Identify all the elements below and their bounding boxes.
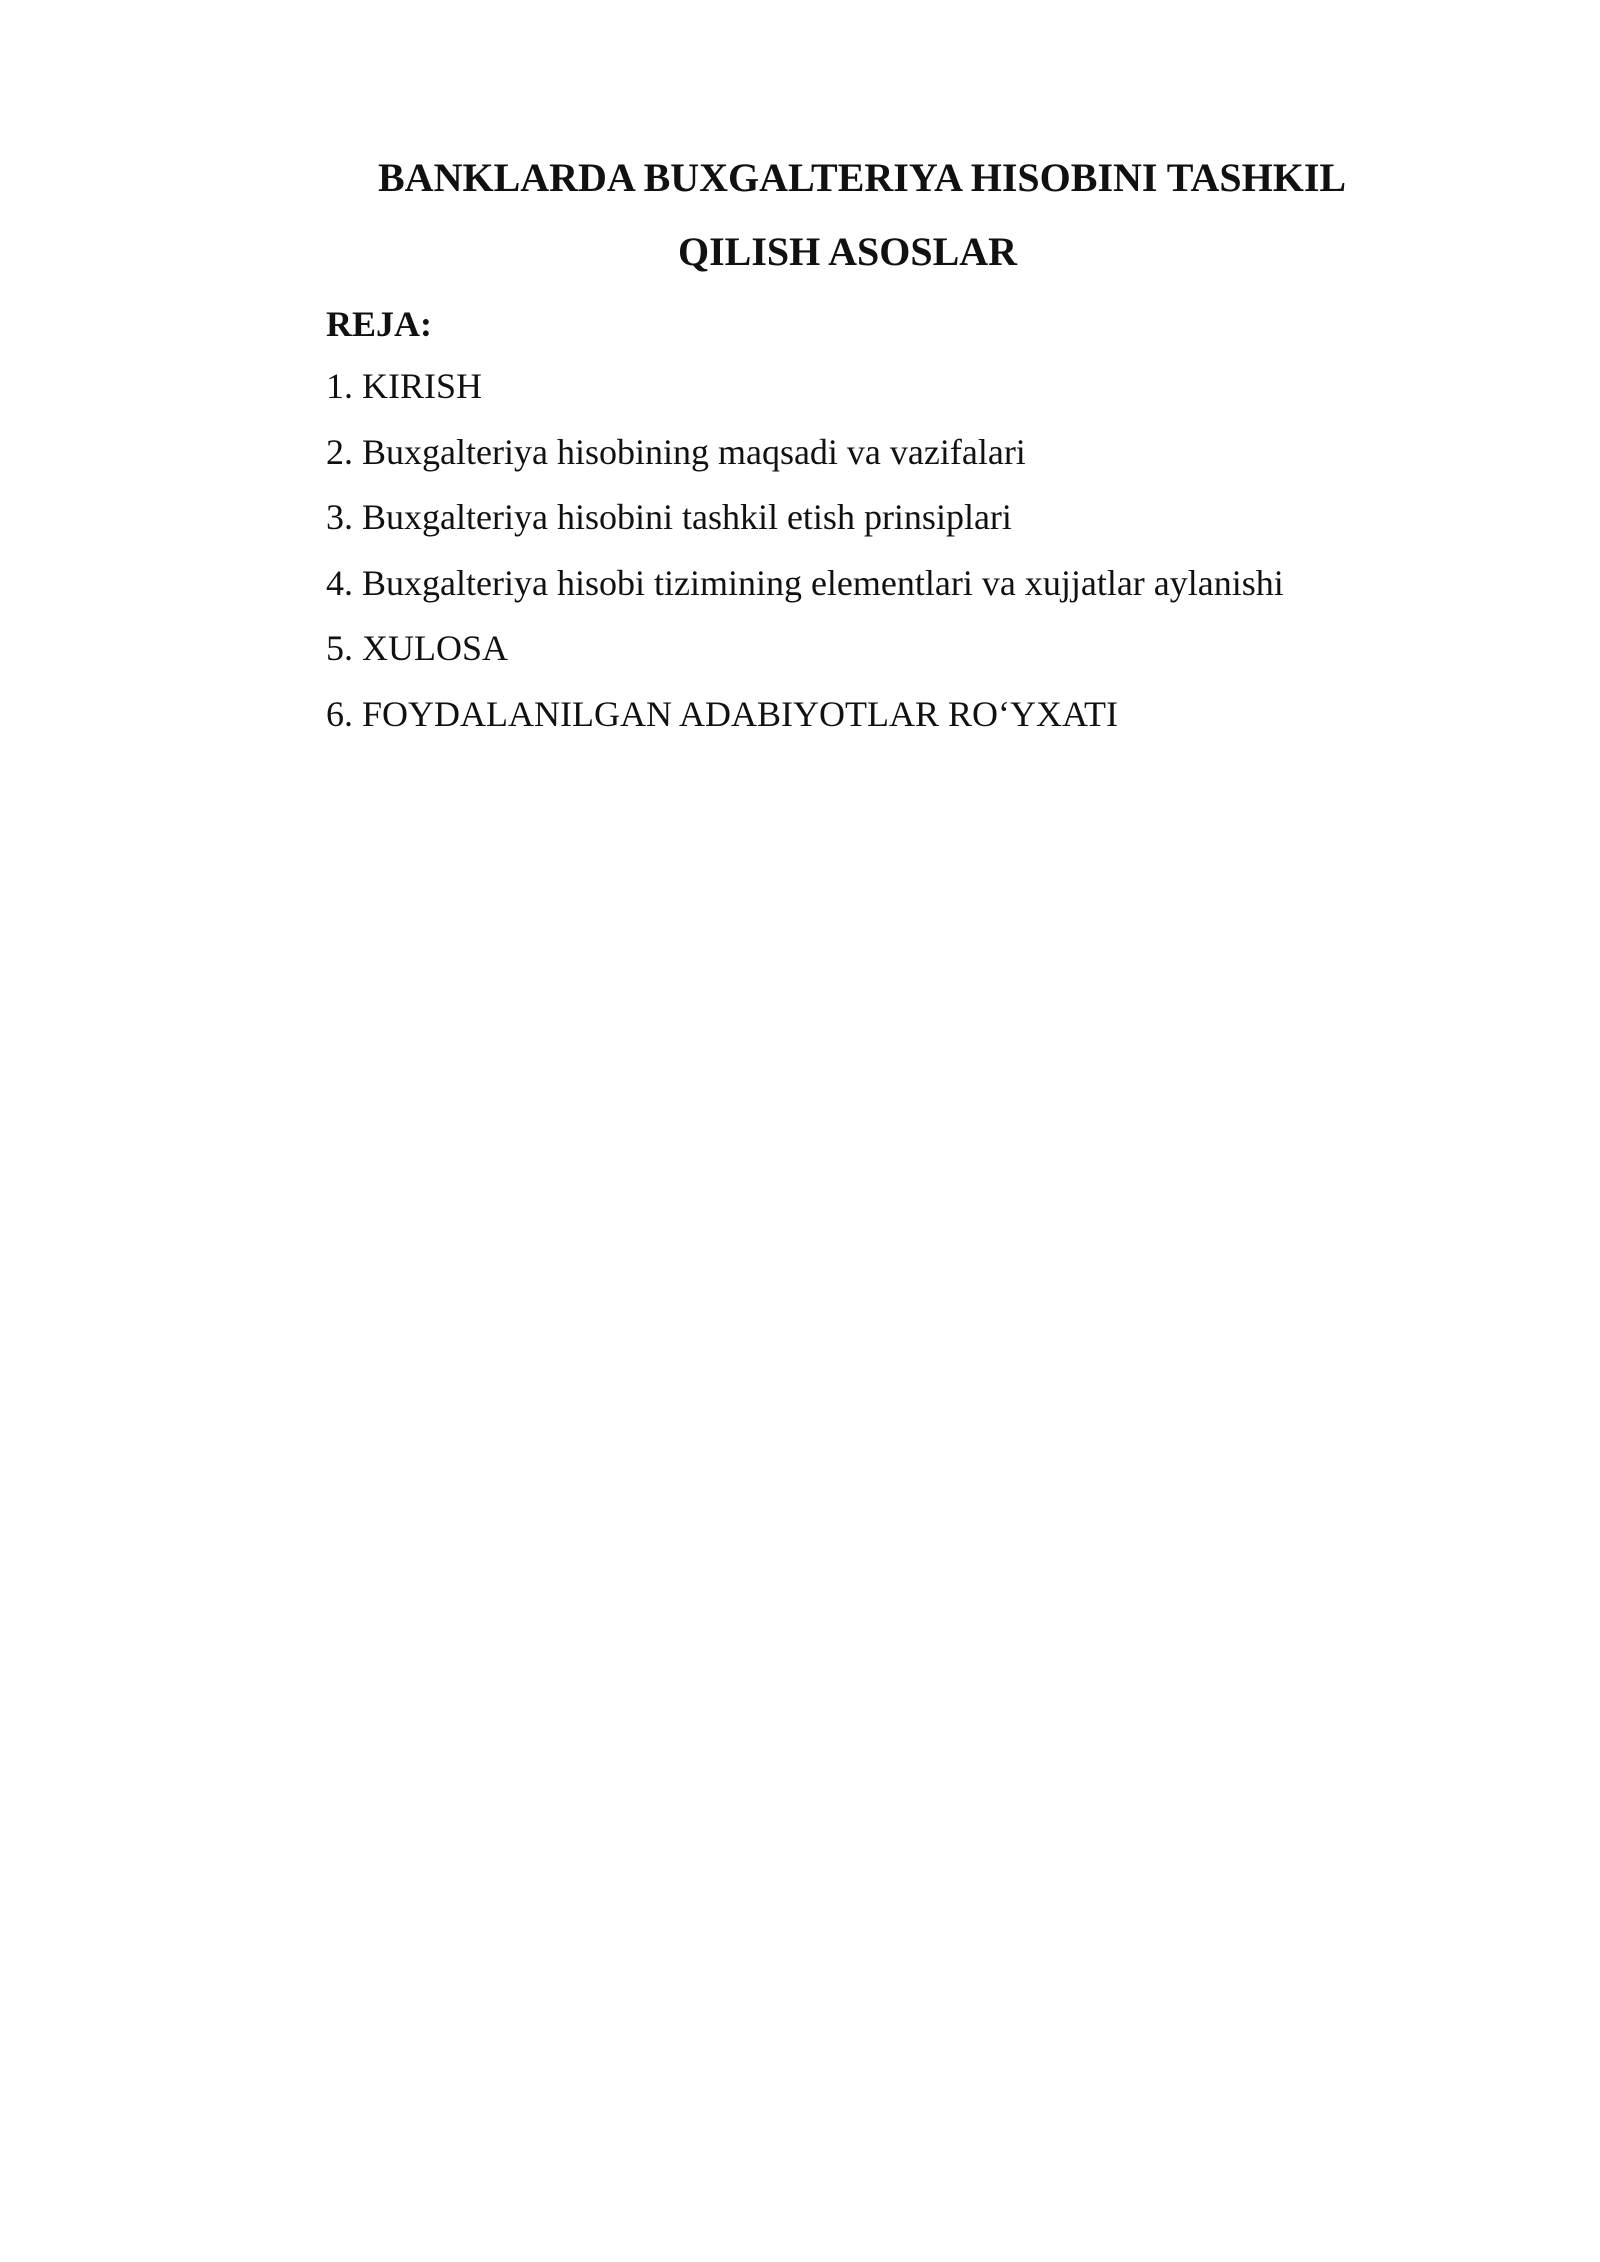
- plan-item-principles: 3. Buxgalteriya hisobini tashkil etish prinsiplari: [326, 497, 1012, 537]
- plan-item-references: 6. FOYDALANILGAN ADABIYOTLAR RO‘YXATI: [326, 693, 1118, 734]
- plan-list: [326, 364, 1284, 757]
- plan-item-goals-and-tasks: 2. Buxgalteriya hisobining maqsadi va vazifalari: [326, 431, 1026, 472]
- plan-item-system-elements: 4. Buxgalteriya hisobi tizimining elementlari va xujjatlar aylanishi: [326, 562, 1284, 603]
- plan-heading: REJA:: [326, 304, 432, 344]
- plan-item-introduction: 1. KIRISH: [326, 366, 483, 406]
- document-title-line-1: BANKLARDA BUXGALTERIYA HISOBINI TASHKIL: [378, 155, 1347, 200]
- document-title-line-2: QILISH ASOSLAR: [678, 229, 1018, 274]
- plan-item-conclusion: 5. XULOSA: [326, 628, 509, 668]
